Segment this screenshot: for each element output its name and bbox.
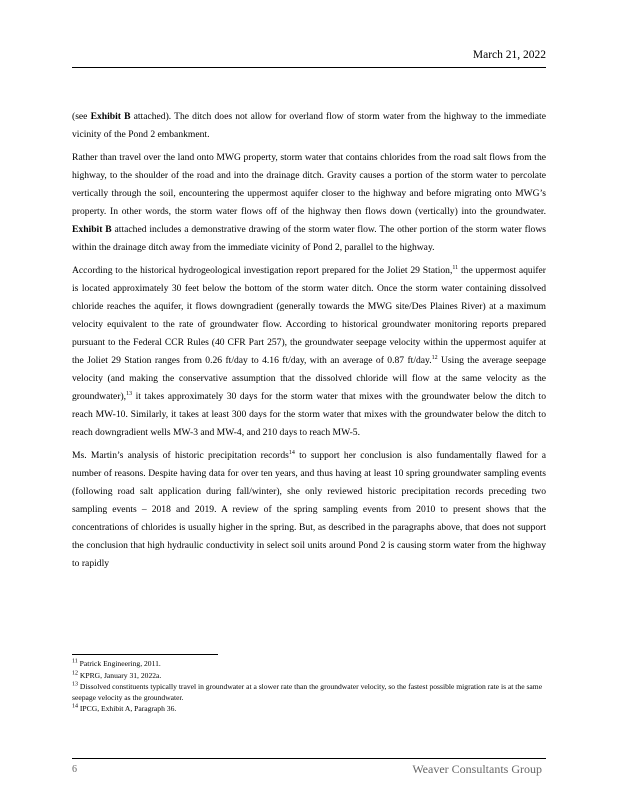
p3-text-c: Using the average seepage velocity (and making the conservative assumption that the dissolved chloride will flow at the same velocity as the groundwater), [72, 355, 546, 402]
exhibit-b-ref: Exhibit B [72, 224, 112, 235]
footnote-rule [72, 654, 218, 655]
footnote-text: KPRG, January 31, 2022a. [78, 670, 162, 680]
exhibit-b-ref: Exhibit B [90, 111, 131, 122]
footnote-item [72, 659, 546, 670]
p3-text-a: According to the historical hydrogeological investigation report prepared for the Joliet 29 Station, [72, 265, 453, 276]
footnote-text: IPCG, Exhibit A, Paragraph 36. [78, 704, 177, 713]
company-name: Weaver Consultants Group [412, 762, 542, 776]
paragraph-2 [72, 149, 546, 257]
footnote-number: 14 [72, 703, 78, 710]
p2-text-b: attached includes a demonstrative drawing of the storm water flow. The other portion of the storm water flows within the drainage ditch away from the immediate vicinity of Pond 2, parallel to the highway. [72, 224, 546, 253]
footnote-number: 12 [72, 669, 78, 676]
header-rule [72, 67, 546, 68]
paragraph-4 [72, 447, 546, 573]
paragraph-1 [72, 108, 546, 144]
footnotes [72, 659, 546, 716]
footnote-text: Patrick Engineering, 2011. [77, 659, 161, 668]
footnote-item [72, 671, 546, 682]
page-number: 6 [72, 764, 77, 775]
p1-text-a: (see [72, 111, 91, 122]
p4-text-a: Ms. Martin’s analysis of historic precipitation records [72, 450, 289, 461]
p1-text-b: attached). The ditch does not allow for overland flow of storm water from the highway to the immediate vicinity of the Pond 2 embankment. [72, 111, 546, 140]
p2-text-a: Rather than travel over the land onto MWG property, storm water that contains chlorides from the road salt flows from the highway, to the shoulder of the road and into the drainage ditch. Gravity causes a portion of the storm water to percolate vertically through the soil, encountering the uppermost aquifer closer to the highway and before migrating onto MWG’s property. In other words, the storm water flows off of the highway then flows down (vertically) into the groundwater. [72, 152, 546, 217]
footnote-ref-12: 12 [431, 354, 438, 361]
paragraph-3 [72, 262, 546, 442]
footnote-ref-13: 13 [126, 390, 133, 397]
date-header: March 21, 2022 [472, 49, 546, 61]
footnote-text: Dissolved constituents typically travel in groundwater at a slower rate than the groundwater velocity, so the fastest possible migration rate is at the same seepage velocity as the groundwater. [72, 682, 543, 702]
footnote-item [72, 704, 546, 715]
body-text [72, 108, 546, 578]
p4-text-b: to support her conclusion is also fundamentally flawed for a number of reasons. Despite having data for over ten years, and thus having at least 10 spring groundwater sampling events (following road salt application during fall/winter), she only reviewed historic precipitation records preceding two sampling events – 2018 and 2019. A review of the spring sampling events from 2010 to present shows that the concentrations of chlorides is usually higher in the spring. But, as described in the paragraphs above, that does not support the conclusion that high hydraulic conductivity in select soil units around Pond 2 is causing storm water from the highway to rapidly [72, 450, 546, 569]
footnote-item [72, 682, 546, 703]
p3-text-b: the uppermost aquifer is located approximately 30 feet below the bottom of the storm water ditch. Once the storm water containing dissolved chloride reaches the aquifer, it flows downgradient (generally towards the MWG site/Des Plaines River) at a maximum velocity equivalent to the rate of groundwater flow. According to historical groundwater monitoring reports prepared pursuant to the Federal CCR Rules (40 CFR Part 257), the groundwater seepage velocity within the uppermost aquifer at the Joliet 29 Station ranges from 0.26 ft/day to 4.16 ft/day, with an average of 0.87 ft/day. [72, 265, 547, 366]
footnote-ref-11: 11 [452, 264, 459, 271]
footnote-number: 11 [72, 658, 78, 665]
footer-rule [72, 758, 546, 759]
p3-text-d: it takes approximately 30 days for the storm water that mixes with the groundwater below the ditch to reach MW-10. Similarly, it takes at least 300 days for the storm water that mixes with the groundwater below the ditch to reach downgradient wells MW-3 and MW-4, and 210 days to reach MW-5. [72, 391, 546, 438]
footnote-number: 13 [72, 681, 78, 688]
footnote-ref-14: 14 [288, 449, 295, 456]
